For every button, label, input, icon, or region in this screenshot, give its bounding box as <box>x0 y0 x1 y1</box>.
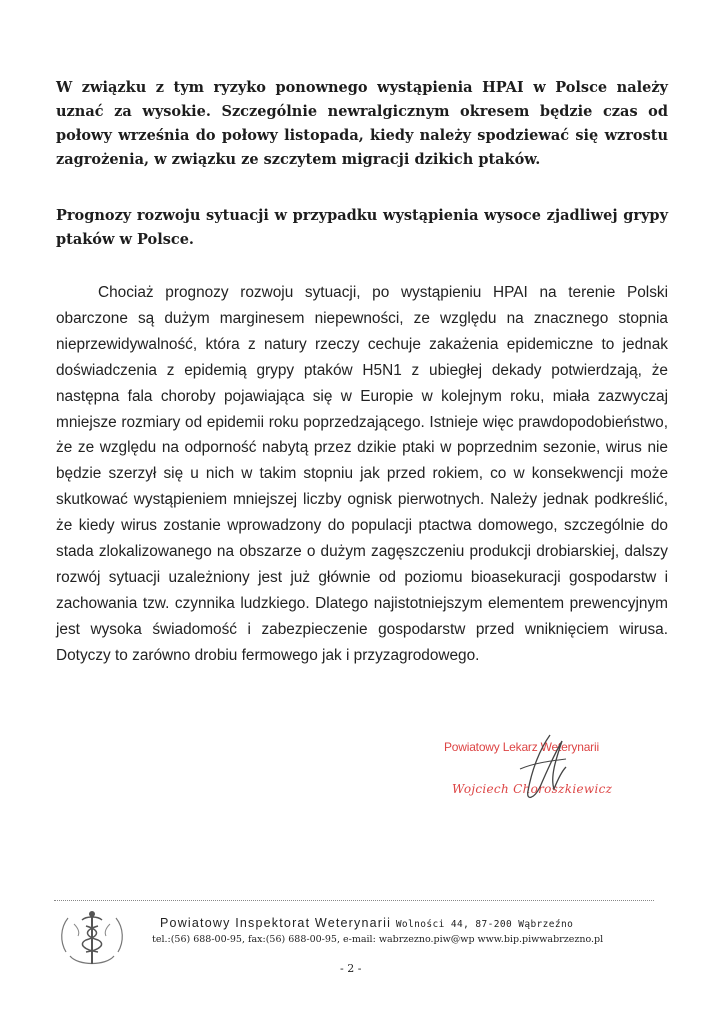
body-paragraph <box>56 280 668 669</box>
footer-contact: tel.:(56) 688-00-95, fax:(56) 688-00-95, e-mail: wabrzezno.piw@wp www.bip.piwwabrzezno.pl <box>152 934 604 945</box>
section-heading: Prognozy rozwoju sytuacji w przypadku wystąpienia wysoce zjadliwej grypy ptaków w Polsce. <box>56 207 668 248</box>
footer-divider <box>54 900 654 901</box>
footer-institution: Powiatowy Inspektorat Weterynarii <box>160 916 392 930</box>
signature-block <box>430 735 630 805</box>
footer-address: Wolności 44, 87-200 Wąbrzeźno <box>395 919 574 930</box>
page-number: - 2 - <box>340 962 362 975</box>
risk-paragraph: W związku z tym ryzyko ponownego wystąpienia HPAI w Polsce należy uznać za wysokie. Szczególnie newralgicznym okresem będzie czas od połowy września do połowy listopada, kiedy należy spodziewać się wzrostu zagrożenia, w związku ze szczytem migracji dzikich ptaków. <box>56 79 668 168</box>
signature-name: Wojciech Choroszkiewicz <box>452 782 613 796</box>
footer-institution-line <box>160 916 573 930</box>
caduceus-icon <box>56 906 128 970</box>
signature-title: Powiatowy Lekarz Weterynarii <box>444 740 599 754</box>
body-paragraph-text: Chociaż prognozy rozwoju sytuacji, po wystąpieniu HPAI na terenie Polski obarczone są dużym marginesem niepewności, ze względu na znacznego stopnia nieprzewidywalność, która z natury rzeczy cechuje zakażenia epidemiczne to jednak doświadczenia z epidemią grypy ptaków H5N1 z ubiegłej dekady potwierdzają, że następna fala choroby pojawiająca się w Europie w kolejnym roku, miała zazwyczaj mniejsze rozmiary od epidemii roku poprzedzającego. Istnieje więc prawdopodobieństwo, że ze względu na odporność nabytą przez dzikie ptaki w poprzednim sezonie, wirus nie będzie szerzył się u nich w takim stopniu jak przed rokiem, co w konsekwencji może skutkować wystąpieniem mniejszej liczby ognisk pierwotnych. Należy jednak podkreślić, że kiedy wirus zostanie wprowadzony do populacji ptactwa domowego, szczególnie do stada zlokalizowanego na obszarze o dużym zagęszczeniu produkcji drobiarskiej, dalszy rozwój sytuacji uzależniony jest już głównie od poziomu bioasekuracji gospodarstw i zachowania tzw. czynnika ludzkiego. Dlatego najistotniejszym elementem prewencyjnym jest wysoka świadomość i zabezpieczenie gospodarstw przed wniknięciem wirusa. Dotyczy to zarówno drobiu fermowego jak i przyzagrodowego. <box>56 284 668 664</box>
handwritten-signature-icon <box>510 729 570 809</box>
